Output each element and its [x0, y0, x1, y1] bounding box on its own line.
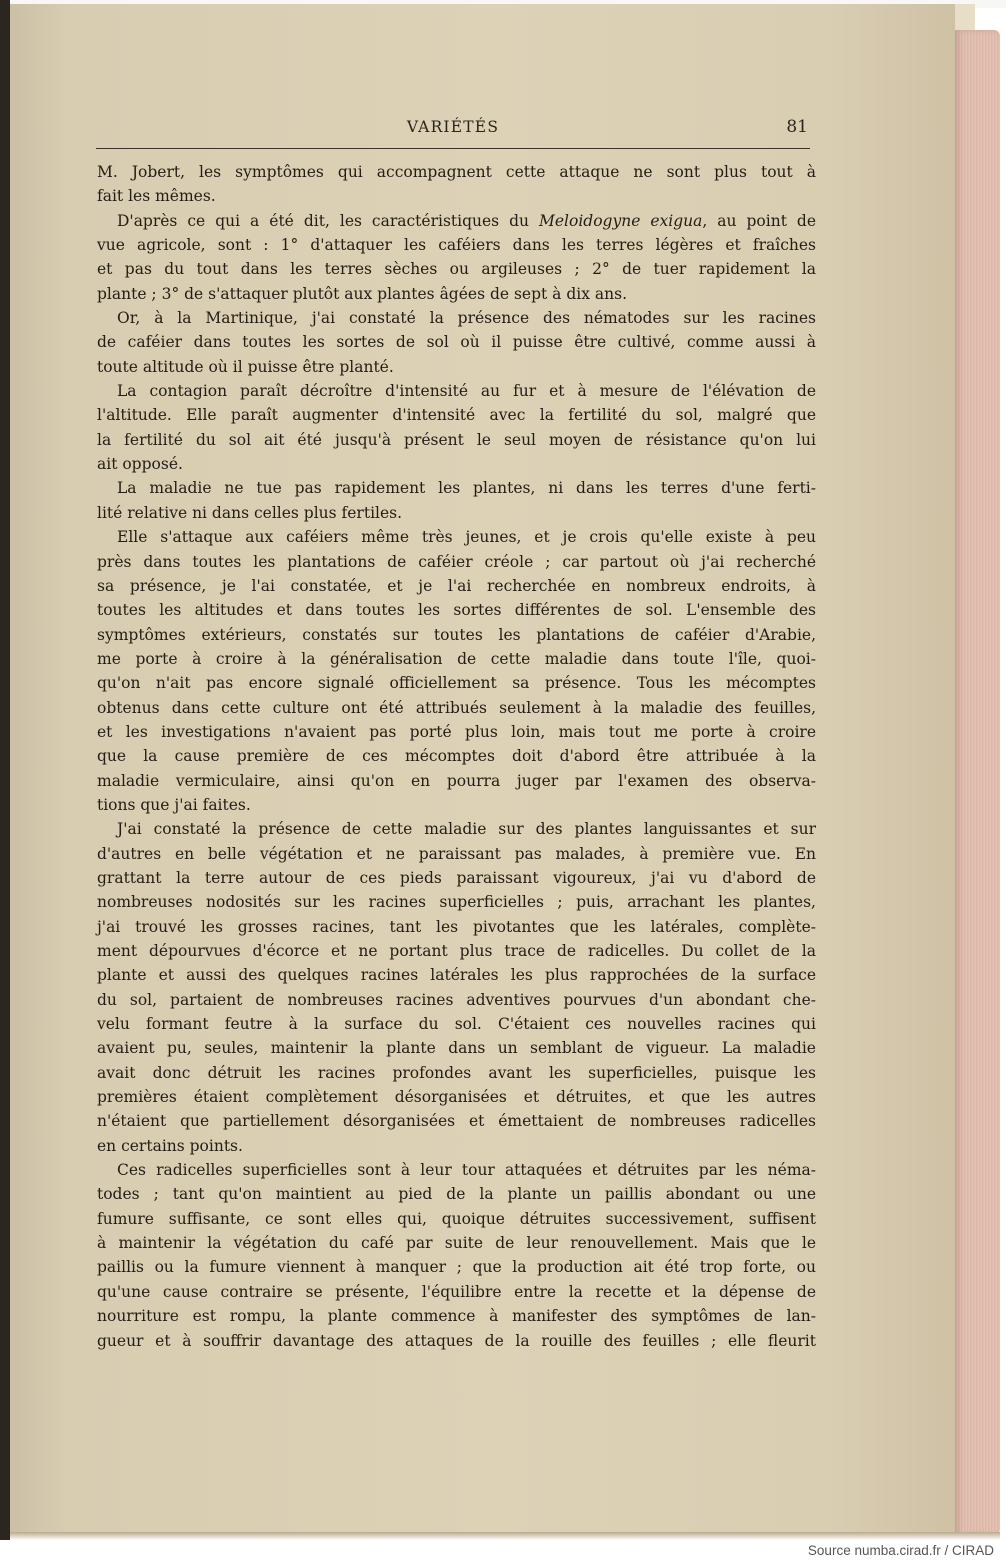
text-line: qu'une cause contraire se présente, l'équilibre entre la recette et la dépense de: [97, 1282, 816, 1301]
text-line: ment dépourvues d'écorce et ne portant plus trace de radicelles. Du collet de la: [97, 942, 816, 960]
text-line: J'ai constaté la présence de cette maladie sur des plantes languissantes et sur: [117, 820, 816, 839]
text-line: velu formant feutre à la surface du sol. C'étaient ces nouvelles racines qui: [97, 1015, 816, 1034]
text-line: du sol, partaient de nombreuses racines adventives pourvues d'un abondant che-: [97, 990, 816, 1009]
page-bottom-shadow: [10, 1532, 1000, 1540]
text-line: La contagion paraît décroître d'intensité au fur et à mesure de l'élévation de: [117, 382, 816, 401]
running-head-title: VARIÉTÉS: [406, 118, 500, 136]
text-line: en certains points.: [97, 1136, 243, 1155]
text-line: vue agricole, sont : 1° d'attaquer les caféiers dans les terres légères et fraîches: [97, 236, 816, 255]
text-line: j'ai trouvé les grosses racines, tant les pivotantes que les latérales, complète-: [97, 917, 816, 936]
text-line: premières étaient complètement désorganisées et détruites, et que les autres: [97, 1088, 816, 1107]
text-line: de caféier dans toutes les sortes de sol où il puisse être cultivé, comme aussi à: [97, 333, 816, 352]
text-line: Elle s'attaque aux caféiers même très jeunes, et je crois qu'elle existe à peu: [117, 528, 816, 547]
text-line: maladie vermiculaire, ainsi qu'on en pourra juger par l'examen des observa-: [97, 771, 816, 790]
page-number: 81: [786, 117, 808, 137]
italic-term: Meloidogyne exigua: [539, 211, 703, 230]
text-line: me porte à croire à la généralisation de cette maladie dans toute l'île, quoi-: [97, 649, 816, 668]
text-line: d'autres en belle végétation et ne paraissant pas malades, à première vue. En: [97, 844, 816, 863]
text-line: M. Jobert, les symptômes qui accompagnent cette attaque ne sont plus tout à: [97, 163, 816, 181]
text-line: sa présence, je l'ai constatée, et je l'ai recherchée en nombreux endroits, à: [97, 576, 816, 595]
text-line: et les investigations n'avaient pas porté plus loin, mais tout me porte à croire: [97, 722, 816, 741]
paragraph: [97, 209, 816, 306]
paragraph: [97, 817, 816, 1158]
text-line: l'altitude. Elle paraît augmenter d'intensité avec la fertilité du sol, malgré que: [97, 406, 816, 425]
text-line: lité relative ni dans celles plus fertiles.: [97, 503, 403, 522]
text-line: nombreuses nodosités sur les racines superficielles ; puis, arrachant les plantes,: [97, 893, 816, 912]
body-text: [97, 160, 816, 1353]
paragraph: [97, 525, 816, 817]
text-line: gueur et à souffrir davantage des attaques de la rouille des feuilles ; elle fleurit: [97, 1331, 816, 1350]
text-line: qu'on n'ait pas encore signalé officiellement sa présence. Tous les mécomptes: [97, 674, 816, 693]
source-credit: Source numba.cirad.fr / CIRAD: [807, 1543, 994, 1558]
text-line: fumure suffisante, ce sont elles qui, quoique détruites successivement, suffisent: [97, 1209, 816, 1228]
text-line: Or, à la Martinique, j'ai constaté la présence des nématodes sur les racines: [117, 309, 816, 328]
text-line: la fertilité du sol ait été jusqu'à présent le seul moyen de résistance qu'on lui: [97, 430, 816, 449]
header-rule: [96, 148, 810, 149]
text-line: paillis ou la fumure viennent à manquer ; que la production ait été trop forte, ou: [97, 1258, 816, 1277]
text-line: La maladie ne tue pas rapidement les plantes, ni dans les terres d'une ferti-: [117, 479, 816, 498]
text-line: nourriture est rompu, la plante commence à manifester des symptômes de lan-: [97, 1307, 816, 1326]
text-line: toutes les altitudes et dans toutes les sortes différentes de sol. L'ensemble des: [97, 601, 816, 620]
text-line: à maintenir la végétation du café par suite de leur renouvellement. Mais que le: [97, 1234, 816, 1253]
text-line: avaient pu, seules, maintenir la plante dans un semblant de vigueur. La maladie: [97, 1039, 816, 1058]
text-line: Ces radicelles superficielles sont à leur tour attaquées et détruites par les néma-: [117, 1161, 816, 1180]
text-line: que la cause première de ces mécomptes doit d'abord être attribuée à la: [97, 747, 816, 766]
text-line: tions que j'ai faites.: [97, 795, 251, 814]
paragraph: [97, 476, 816, 525]
paragraph: [97, 160, 816, 209]
running-head: [96, 114, 810, 144]
text-line: près dans toutes les plantations de caféier créole ; car partout où j'ai recherché: [97, 552, 816, 571]
text-line: obtenus dans cette culture ont été attribués seulement à la maladie des feuilles,: [97, 698, 816, 717]
text-line: symptômes extérieurs, constatés sur toutes les plantations de caféier d'Arabie,: [97, 625, 816, 644]
text-line: ait opposé.: [97, 455, 183, 474]
text-line: D'après ce qui a été dit, les caractéristiques du Meloidogyne exigua, au point de: [117, 211, 817, 230]
text-line: toute altitude où il puisse être planté.: [97, 357, 394, 376]
text-line: avait donc détruit les racines profondes avant les superficielles, puisque les: [97, 1063, 816, 1082]
paragraph: [97, 379, 816, 476]
page-stack-edge: [955, 30, 1000, 1535]
text-line: plante ; 3° de s'attaquer plutôt aux plantes âgées de sept à dix ans.: [97, 284, 628, 303]
binding-shadow: [0, 0, 10, 1540]
text-line: todes ; tant qu'on maintient au pied de la plante un paillis abondant ou une: [97, 1185, 816, 1204]
paragraph: [97, 1158, 816, 1353]
paragraph: [97, 306, 816, 379]
text-line: plante et aussi des quelques racines latérales les plus rapprochées de la surface: [97, 966, 816, 985]
text-line: fait les mêmes.: [97, 187, 216, 206]
text-line: et pas du tout dans les terres sèches ou argileuses ; 2° de tuer rapidement la: [97, 260, 816, 279]
text-line: grattant la terre autour de ces pieds paraissant vigoureux, j'ai vu d'abord de: [97, 868, 816, 887]
text-line: n'étaient que partiellement désorganisées et émettaient de nombreuses radicelles: [97, 1112, 816, 1131]
